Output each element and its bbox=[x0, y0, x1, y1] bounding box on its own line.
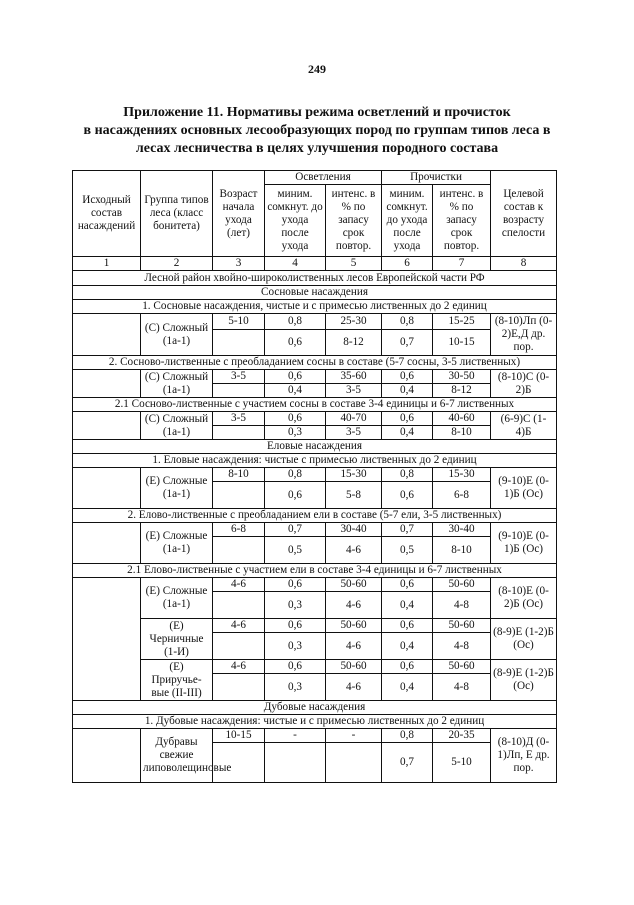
col-number: 8 bbox=[491, 257, 557, 271]
table-row: Дубравы свежие липоволещиновые 10-15 - - 0,8 20-35 (8-10)Д (0-1)Лп, Е др. пор. bbox=[73, 729, 557, 743]
header-min-closure: миним. сомкнут. до ухода после ухода bbox=[265, 185, 326, 257]
col-number: 5 bbox=[326, 257, 382, 271]
table-row: 0,3 4-6 0,4 4-8 bbox=[73, 633, 557, 660]
table-row: 0,3 4-6 0,4 4-8 bbox=[73, 592, 557, 619]
target-composition: (9-10)Е (0-1)Б (Ос) bbox=[491, 468, 557, 509]
page-number: 249 bbox=[308, 62, 326, 76]
forest-type-group: (С) Сложный (1а-1) bbox=[141, 412, 213, 440]
table-row: (С) Сложный (1а-1) 3-5 0,6 35-60 0,6 30-50 (8-10)С (0-2)Б bbox=[73, 370, 557, 384]
header-osvetleniya: Осветления bbox=[265, 171, 382, 185]
col-number: 6 bbox=[382, 257, 433, 271]
section-heading-pine: Сосновые насаждения bbox=[73, 286, 557, 300]
forest-type-group: (Е) Черничные (1-И) bbox=[141, 619, 213, 660]
table-row: 0,6 8-12 0,7 10-15 bbox=[73, 330, 557, 356]
subsection-heading: 2.1 Сосново-лиственные с участием сосны в составе 3-4 единицы и 6-7 лиственных bbox=[73, 398, 557, 412]
table-row: (С) Сложный (1а-1) 3-5 0,6 40-70 0,6 40-60 (6-9)С (1-4)Б bbox=[73, 412, 557, 426]
subsection-heading: 1. Еловые насаждения: чистые с примесью лиственных до 2 единиц bbox=[73, 454, 557, 468]
subsection-heading: 2. Сосново-лиственные с преобладанием сосны в составе (5-7 сосны, 3-5 лиственных) bbox=[73, 356, 557, 370]
col-number: 4 bbox=[265, 257, 326, 271]
forest-type-group: (С) Сложный (1а-1) bbox=[141, 314, 213, 356]
col-number: 3 bbox=[213, 257, 265, 271]
table-row: (Е) Сложные (1а-1) 8-10 0,8 15-30 0,8 15-30 (9-10)Е (0-1)Б (Ос) bbox=[73, 468, 557, 482]
header-target: Целевой состав к возрасту спелости bbox=[491, 171, 557, 257]
table-row: (Е) Сложные (1а-1) 4-6 0,6 50-60 0,6 50-60 (8-10)Е (0-2)Б (Ос) bbox=[73, 578, 557, 592]
forest-type-group: (Е) Сложные (1а-1) bbox=[141, 468, 213, 509]
title-line-2: в насаждениях основных лесообразующих пород по группам типов леса в bbox=[83, 123, 551, 138]
forest-type-group: (Е) Приручье- вые (II-III) bbox=[141, 660, 213, 701]
forest-type-group: (С) Сложный (1а-1) bbox=[141, 370, 213, 398]
header-group: Группа типов леса (класс бонитета) bbox=[141, 171, 213, 257]
table-row: 0,6 5-8 0,6 6-8 bbox=[73, 482, 557, 509]
header-prochistki: Прочистки bbox=[382, 171, 491, 185]
table-row: (Е) Черничные (1-И) 4-6 0,6 50-60 0,6 50-60 (8-9)Е (1-2)Б (Ос) bbox=[73, 619, 557, 633]
target-composition: (8-10)Лп (0-2)Е,Д др. пор. bbox=[491, 314, 557, 356]
target-composition: (8-9)Е (1-2)Б (Ос) bbox=[491, 660, 557, 701]
target-composition: (8-10)Е (0-2)Б (Ос) bbox=[491, 578, 557, 619]
subsection-heading: 2. Елово-лиственные с преобладанием ели в составе (5-7 ели, 3-5 лиственных) bbox=[73, 509, 557, 523]
header-initial: Исходный состав насаждений bbox=[73, 171, 141, 257]
target-composition: (8-10)Д (0-1)Лп, Е др. пор. bbox=[491, 729, 557, 783]
table-row: (Е) Сложные (1а-1) 6-8 0,7 30-40 0,7 30-40 (9-10)Е (0-1)Б (Ос) bbox=[73, 523, 557, 537]
forest-type-group: (Е) Сложные (1а-1) bbox=[141, 578, 213, 619]
subsection-heading: 1. Сосновые насаждения, чистые и с примесью лиственных до 2 единиц bbox=[73, 300, 557, 314]
col-number: 1 bbox=[73, 257, 141, 271]
target-composition: (8-9)Е (1-2)Б (Ос) bbox=[491, 619, 557, 660]
target-composition: (6-9)С (1-4)Б bbox=[491, 412, 557, 440]
header-age: Возраст начала ухода (лет) bbox=[213, 171, 265, 257]
col-number: 7 bbox=[433, 257, 491, 271]
region-heading: Лесной район хвойно-широколиственных лесов Европейской части РФ bbox=[73, 271, 557, 286]
table-row: 0,7 5-10 bbox=[73, 743, 557, 783]
col-number: 2 bbox=[141, 257, 213, 271]
table-row: (Е) Приручье- вые (II-III) 4-6 0,6 50-60 0,6 50-60 (8-9)Е (1-2)Б (Ос) bbox=[73, 660, 557, 674]
table-row: 0,4 3-5 0,4 8-12 bbox=[73, 384, 557, 398]
target-composition: (8-10)С (0-2)Б bbox=[491, 370, 557, 398]
target-composition: (9-10)Е (0-1)Б (Ос) bbox=[491, 523, 557, 564]
header-intensity-2: интенс. в % по запасу срок повтор. bbox=[433, 185, 491, 257]
table-row: 0,3 4-6 0,4 4-8 bbox=[73, 674, 557, 701]
forest-type-group: Дубравы свежие липоволещиновые bbox=[141, 729, 213, 783]
forest-type-group: (Е) Сложные (1а-1) bbox=[141, 523, 213, 564]
normatives-table bbox=[72, 170, 557, 783]
table-row: 0,5 4-6 0,5 8-10 bbox=[73, 537, 557, 564]
title-line-1: Приложение 11. Нормативы режима осветлений и прочисток bbox=[123, 105, 511, 120]
table-row: (С) Сложный (1а-1) 5-10 0,8 25-30 0,8 15-25 (8-10)Лп (0-2)Е,Д др. пор. bbox=[73, 314, 557, 330]
header-min-closure-2: миним. сомкнут. до ухода после ухода bbox=[382, 185, 433, 257]
table-row: 0,3 3-5 0,4 8-10 bbox=[73, 426, 557, 440]
document-title bbox=[60, 104, 574, 158]
header-intensity: интенс. в % по запасу срок повтор. bbox=[326, 185, 382, 257]
subsection-heading: 2.1 Елово-лиственные с участием ели в составе 3-4 единицы и 6-7 лиственных bbox=[73, 564, 557, 578]
title-line-3: лесах лесничества в целях улучшения породного состава bbox=[135, 141, 499, 156]
section-heading-spruce: Еловые насаждения bbox=[73, 440, 557, 454]
subsection-heading: 1. Дубовые насаждения: чистые и с примесью лиственных до 2 единиц bbox=[73, 715, 557, 729]
section-heading-oak: Дубовые насаждения bbox=[73, 701, 557, 715]
